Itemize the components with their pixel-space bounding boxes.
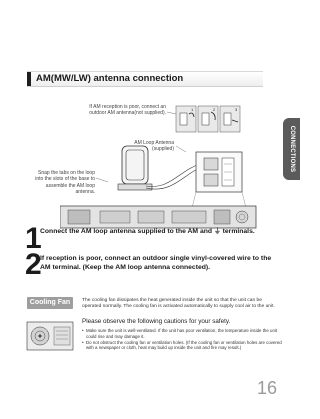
cooling-fan-description: The cooling fan dissipates the heat generated inside the unit so that the unit can be operated normally. The cooling fan is activated automatically to supply cool air to the unit. <box>82 298 275 310</box>
step-label-3: 3 <box>235 107 238 112</box>
connections-tab <box>283 118 300 180</box>
caution-item-ventilation: • Make sure the unit is well-ventilated. If the unit has poor ventilation, the temperature inside the unit could rise and may damage it. <box>82 328 282 340</box>
step-number-2: 2 <box>25 248 42 281</box>
section-header <box>27 71 263 87</box>
cooling-fan-label: Cooling Fan <box>29 299 71 306</box>
am-terminal-block <box>196 152 242 192</box>
section-title: AM(MW/LW) antenna connection <box>36 73 184 84</box>
step-number-1: 1 <box>25 222 42 255</box>
unit-cooling-fan-illustration <box>26 318 74 352</box>
callout-loop-antenna: AM Loop Antenna (supplied) <box>134 140 174 153</box>
am-loop-antenna <box>118 146 200 190</box>
antenna-connection-illustration <box>60 100 260 230</box>
cooling-fan-caution-list <box>82 328 282 351</box>
callout-snap-tabs: Snap the tabs on the loop into the slots of the base to assemble the AM loop antenna. <box>35 170 95 195</box>
step-label-2: 2 <box>213 107 216 112</box>
cooling-fan-label-box <box>27 297 73 309</box>
cooling-fan-caution-heading: Please observe the following cautions for your safety. <box>82 318 231 325</box>
page-number: 16 <box>256 378 277 398</box>
terminal-steps-panels <box>176 106 240 132</box>
header-accent-bar <box>27 72 31 86</box>
step-text-2: If reception is poor, connect an outdoor single vinyl-covered wire to the AM terminal. (Keep the AM loop antenna connected). <box>40 255 272 271</box>
step-text-1: Connect the AM loop antenna supplied to the AM and ⏚ terminals. <box>40 228 255 235</box>
caution-item-obstruction: • Do not obstruct the cooling fan or ventilation holes. (If the cooling fan or ventilation holes are covered with a newspaper or cloth, heat may build up inside the unit and fire may result.) <box>82 340 282 352</box>
step-label-1: 1 <box>191 107 194 112</box>
callout-outdoor-antenna: If AM reception is poor, connect an outdoor AM antenna(not supplied). <box>89 104 166 117</box>
unit-rear-panel <box>60 206 256 228</box>
connections-tab-label: CONNECTIONS <box>288 125 295 173</box>
